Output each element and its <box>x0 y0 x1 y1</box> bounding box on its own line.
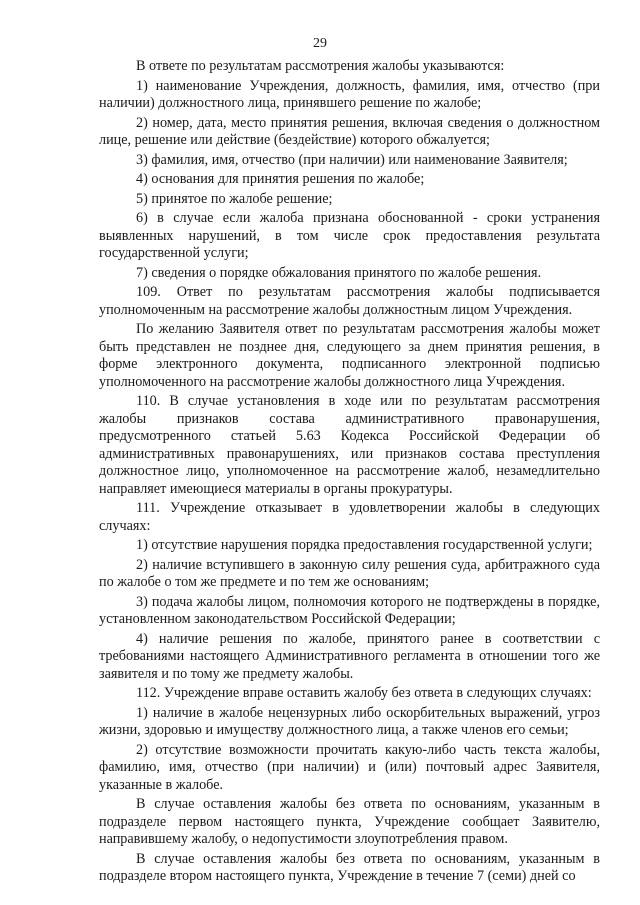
list-item: 3) подача жалобы лицом, полномочия которого не подтверждены в порядке, установленном законодательством Российской Федерации; <box>99 593 600 627</box>
list-item: 4) наличие решения по жалобе, принятого ранее в соответствии с требованиями настоящего Административного регламента в отношении того же заявителя и по тому же предмету жалобы. <box>99 630 600 682</box>
paragraph-abuse-of-right: В случае оставления жалобы без ответа по основаниям, указанным в подразделе первом настоящего пункта, Учреждение сообщает Заявителю, направившему жалобу, о недопустимости злоупотребления правом. <box>99 796 600 847</box>
list-item: 1) наименование Учреждения, должность, фамилия, имя, отчество (при наличии) должностного лица, принявшего решение по жалобе; <box>99 77 600 111</box>
paragraph-electronic-response: По желанию Заявителя ответ по результатам рассмотрения жалобы может быть представлен не позднее дня, следующего за днем принятия решения, в форме электронного документа, подписанного электронной подписью уполномоченного на рассмотрение жалобы должностного лица Учреждения. <box>99 321 600 390</box>
list-item: 2) наличие вступившего в законную силу решения суда, арбитражного суда по жалобе о том же предмете и по тем же основаниям; <box>99 556 600 590</box>
clause-109: 109. Ответ по результатам рассмотрения жалобы подписывается уполномоченным на рассмотрение жалобы должностным лицом Учреждения. <box>99 284 600 318</box>
list-item: 3) фамилия, имя, отчество (при наличии) или наименование Заявителя; <box>136 151 568 168</box>
paragraph-response-intro: В ответе по результатам рассмотрения жалобы указываются: <box>136 58 505 74</box>
clause-112: 112. Учреждение вправе оставить жалобу без ответа в следующих случаях: <box>136 685 592 701</box>
page-number: 29 <box>313 36 327 51</box>
list-item: 2) номер, дата, место принятия решения, включая сведения о должностном лице, решение или действие (бездействие) которого обжалуется; <box>99 114 600 148</box>
document-body <box>99 58 600 886</box>
list-item: 7) сведения о порядке обжалования принятого по жалобе решения. <box>136 264 542 281</box>
list-item: 6) в случае если жалоба признана обоснованной - сроки устранения выявленных нарушений, в том числе срок предоставления результата государственной услуги; <box>99 210 600 261</box>
list-item: 2) отсутствие возможности прочитать какую-либо часть текста жалобы, фамилию, имя, отчество (при наличии) и (или) почтовый адрес Заявителя, указанные в жалобе. <box>99 741 600 793</box>
clause-111: 111. Учреждение отказывает в удовлетворении жалобы в следующих случаях: <box>99 500 600 534</box>
list-item: 5) принятое по жалобе решение; <box>136 190 333 207</box>
list-item: 4) основания для принятия решения по жалобе; <box>136 171 425 187</box>
clause-110: 110. В случае установления в ходе или по результатам рассмотрения жалобы признаков состава административного правонарушения, предусмотренного статьей 5.63 Кодекса Российской Федерации об административных правонарушениях, или признаков состава преступления должностное лицо, уполномоченное на рассмотрение жалоб, незамедлительно направляет имеющиеся материалы в органы прокуратуры. <box>99 393 600 497</box>
list-item: 1) наличие в жалобе нецензурных либо оскорбительных выражений, угроз жизни, здоровью и имуществу должностного лица, а также членов его семьи; <box>99 704 600 738</box>
list-item: 1) отсутствие нарушения порядка предоставления государственной услуги; <box>136 537 593 553</box>
paragraph-unreadable-complaint: В случае оставления жалобы без ответа по основаниям, указанным в подразделе втором настоящего пункта, Учреждение в течение 7 (семи) дней со <box>99 850 600 884</box>
